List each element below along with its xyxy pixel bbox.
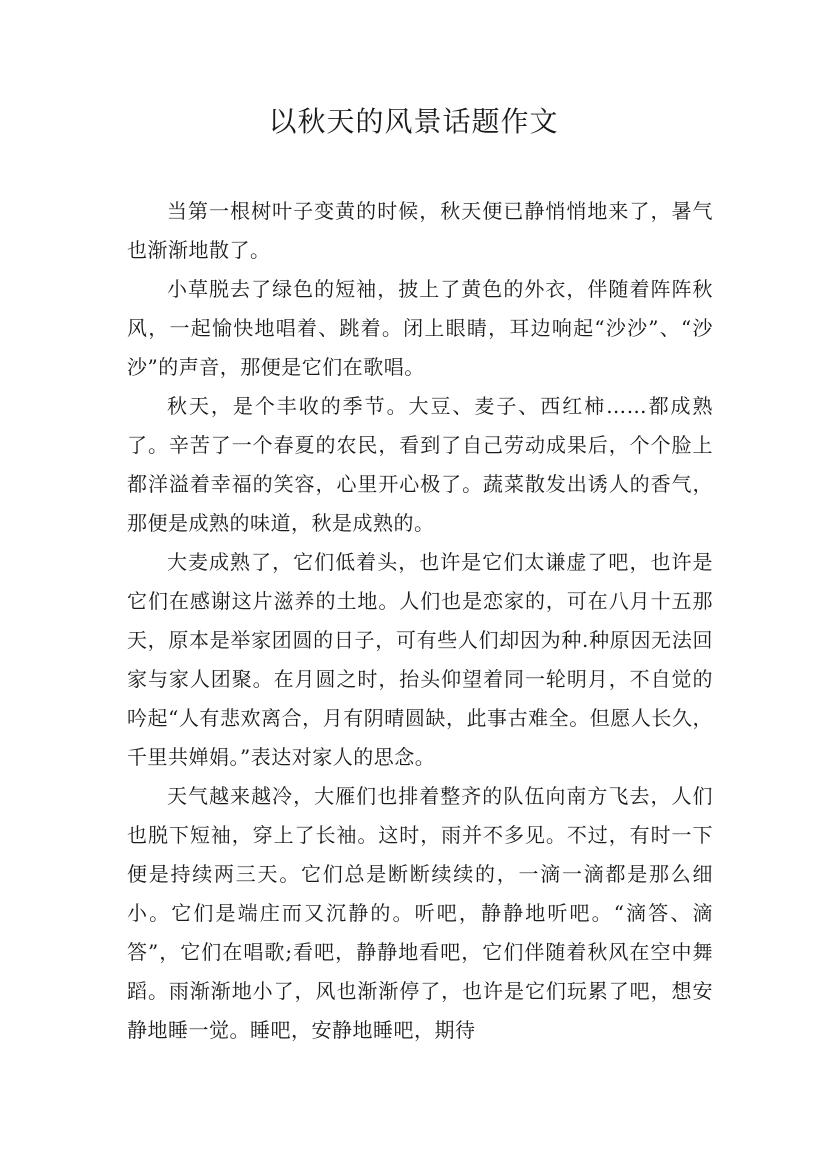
document-body (127, 192, 713, 1050)
paragraph-2: 小草脱去了绿色的短袖，披上了黄色的外衣，伴随着阵阵秋风，一起愉快地唱着、跳着。闭上眼睛，耳边响起“沙沙”、“沙沙”的声音，那便是它们在歌唱。 (127, 277, 713, 379)
paragraph-4: 大麦成熟了，它们低着头，也许是它们太谦虚了吧，也许是它们在感谢这片滋养的土地。人们也是恋家的，可在八月十五那天，原本是举家团圆的日子，可有些人们却因为种.种原因无法回家与家人团聚。在月圆之时，抬头仰望着同一轮明月，不自觉的吟起“人有悲欢离合，月有阴晴圆缺，此事古难全。但愿人长久，千里共婵娟。”表达对家人的思念。 (127, 550, 713, 769)
paragraph-5: 天气越来越冷，大雁们也排着整齐的队伍向南方飞去，人们也脱下短袖，穿上了长袖。这时，雨并不多见。不过，有时一下便是持续两三天。它们总是断断续续的，一滴一滴都是那么细小。它们是端庄而又沉静的。听吧，静静地听吧。“滴答、滴答”，它们在唱歌;看吧，静静地看吧，它们伴随着秋风在空中舞蹈。雨渐渐地小了，风也渐渐停了，也许是它们玩累了吧，想安静地睡一觉。睡吧，安静地睡吧，期待 (127, 784, 713, 1042)
paragraph-1: 当第一根树叶子变黄的时候，秋天便已静悄悄地来了，暑气也渐渐地散了。 (127, 199, 713, 262)
document-title: 以秋天的风景话题作文 (268, 105, 559, 138)
paragraph-3: 秋天，是个丰收的季节。大豆、麦子、西红柿……都成熟了。辛苦了一个春夏的农民，看到了自己劳动成果后，个个脸上都洋溢着幸福的笑容，心里开心极了。蔬菜散发出诱人的香气，那便是成熟的味道，秋是成熟的。 (127, 394, 713, 535)
